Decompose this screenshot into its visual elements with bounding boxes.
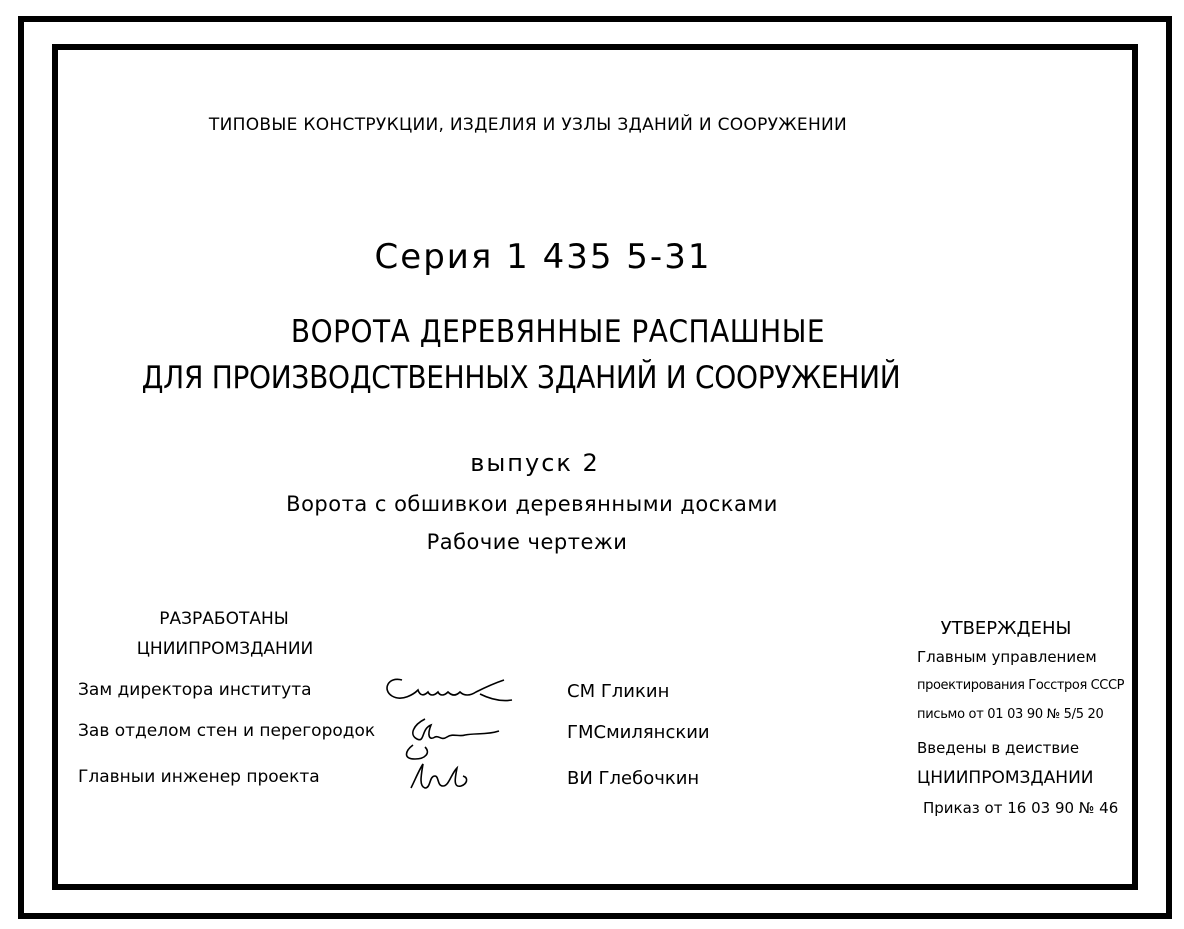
subtitle-line-2: Рабочие чертежи — [426, 530, 628, 554]
subtitle-line-1: Ворота с обшивкои деревянными досками — [286, 492, 778, 516]
developed-label: РАЗРАБОТАНЫ — [159, 609, 289, 629]
title-line-1: ВОРОТА ДЕРЕВЯННЫЕ РАСПАШНЫЕ — [290, 312, 826, 350]
signatory-name: ВИ Глебочкин — [567, 768, 700, 789]
signatory-name: ГМСмилянскии — [567, 722, 710, 743]
approved-line: Главным управлением — [917, 648, 1097, 666]
signatory-role: Главныи инженер проекта — [78, 767, 320, 787]
approved-line: проектирования Госстроя СССР — [917, 678, 1125, 693]
approved-line: ЦНИИПРОМЗДАНИИ — [917, 768, 1094, 788]
title-line-2: ДЛЯ ПРОИЗВОДСТВЕННЫХ ЗДАНИЙ И СООРУЖЕНИЙ — [141, 358, 901, 396]
signatory-role: Зам директора института — [78, 680, 312, 700]
signatory-name: СМ Гликин — [567, 681, 670, 702]
developed-org: ЦНИИПРОМЗДАНИИ — [136, 639, 314, 659]
signatory-role: Зав отделом стен и перегородок — [78, 721, 376, 741]
approved-line: Введены в деиствие — [917, 739, 1080, 757]
approved-line: Приказ от 16 03 90 № 46 — [923, 799, 1119, 817]
signature-3 — [405, 758, 475, 798]
series-number: Серия 1 435 5-31 — [374, 237, 712, 277]
approved-line: письмо от 01 03 90 № 5/5 20 — [917, 707, 1104, 722]
signature-1 — [380, 672, 520, 712]
header-text: ТИПОВЫЕ КОНСТРУКЦИИ, ИЗДЕЛИЯ И УЗЛЫ ЗДАНИЙ И СООРУЖЕНИИ — [208, 115, 848, 135]
issue-number: выпуск 2 — [470, 449, 600, 477]
approved-label: УТВЕРЖДЕНЫ — [940, 618, 1072, 639]
